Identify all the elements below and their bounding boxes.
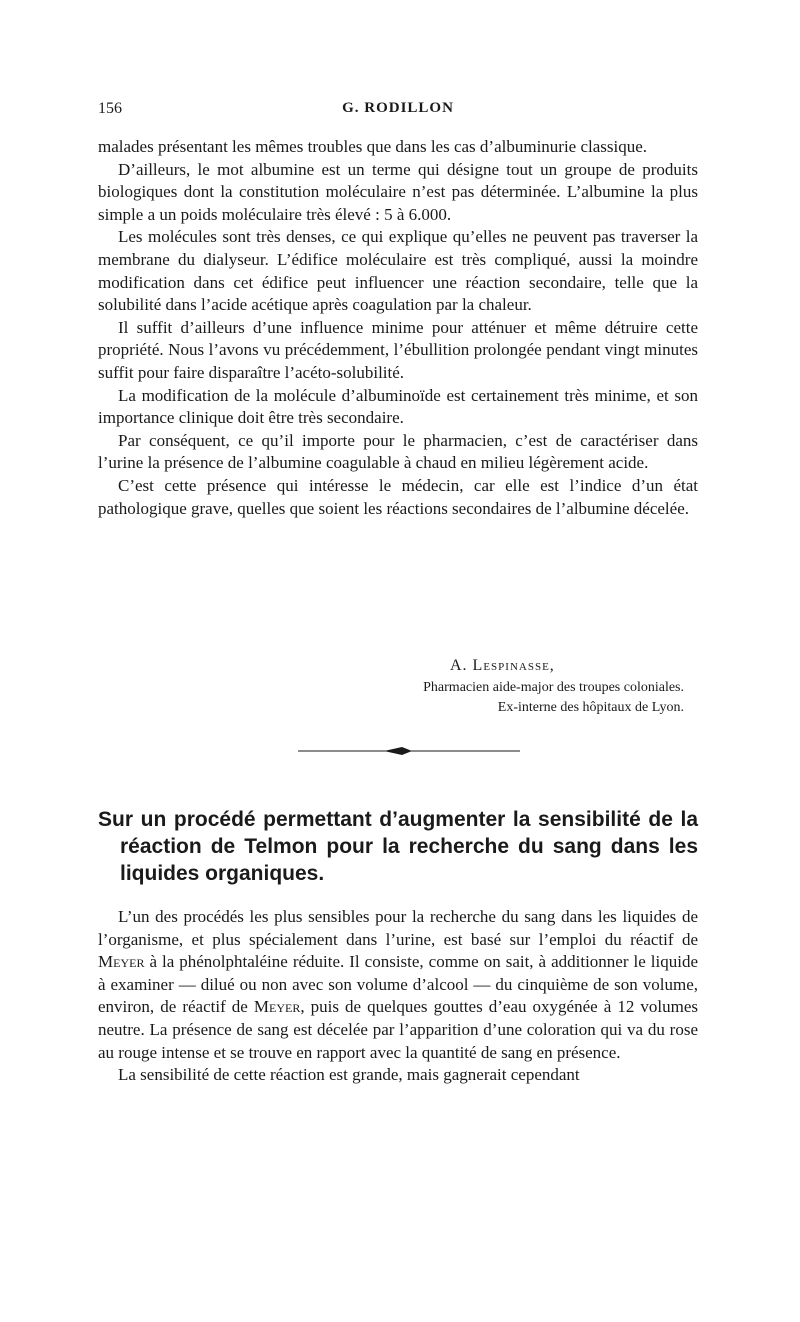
author-title: Pharmacien aide-major des troupes coloniales. (423, 680, 684, 695)
paragraph: D’ailleurs, le mot albumine est un terme qui désigne tout un groupe de produits biologiques dont la constitution moléculaire n’est pas déterminée. L’albumine la plus simple a un poids moléculaire très élevé : 5 à 6.000. (98, 159, 698, 224)
paragraph: La modification de la molécule d’albuminoïde est certainement très minime, et son importance clinique doit être très secondaire. (98, 385, 698, 428)
paragraph: malades présentant les mêmes troubles que dans les cas d’albuminurie classique. (98, 137, 648, 156)
paragraph: C’est cette présence qui intéresse le médecin, car elle est l’indice d’un état pathologique grave, quelles que soient les réactions secondaires de l’albumine décelée. (98, 475, 698, 518)
section-separator-ornament (298, 744, 520, 758)
paragraph: La sensibilité de cette réaction est grande, mais gagnerait cependant (118, 1065, 580, 1085)
text-run: , puis de quelques gouttes d’eau oxygénée à 12 volumes neutre. La présence de sang est décelée par l’apparition d’une coloration qui va du rose au rouge intense et se trouve en rapport avec la quantité de sang en présence. (98, 997, 698, 1062)
article-title: Sur un procédé permettant d’augmenter la sensibilité de la réaction de Telmon pour la recherche du sang dans les liquides organiques. (98, 808, 698, 885)
signature-block (98, 654, 698, 718)
text-run: L’un des procédés les plus sensibles pour la recherche du sang dans les liquides de l’organisme, et plus spécialement dans l’urine, est basé sur l’emploi du réactif de (98, 907, 698, 949)
author-reference: Meyer (98, 952, 145, 972)
article2-body (98, 906, 698, 1087)
author-name: A. Lespinasse, (450, 657, 555, 674)
running-head (98, 100, 698, 124)
paragraph: Les molécules sont très denses, ce qui explique qu’elles ne peuvent pas traverser la membrane du dialyseur. L’édifice moléculaire est très compliqué, aussi la moindre modification dans cet édifice peut influencer une réaction secondaire, telle que la solubilité dans l’acide acétique après coagulation par la chaleur. (98, 227, 698, 315)
paragraph (98, 906, 698, 1064)
text-run: à la phénolphtaléine réduite. Il consiste, comme on sait, à additionner le liquide à examiner — dilué ou non avec son volume d’alcool — du cinquième de son volume, environ, de réactif de (98, 952, 698, 1017)
article1-body (98, 136, 698, 520)
paragraph: Il suffit d’ailleurs d’une influence minime pour atténuer et même détruire cette propriété. Nous l’avons vu précédemment, l’ébullition prolongée pendant vingt minutes suffit pour faire disparaître l’acéto-solubilité. (98, 317, 698, 382)
running-title: G. RODILLON (342, 100, 454, 116)
paragraph: Par conséquent, ce qu’il importe pour le pharmacien, c’est de caractériser dans l’urine la présence de l’albumine coagulable à chaud en milieu légèrement acide. (98, 430, 698, 473)
author-affiliation: Ex-interne des hôpitaux de Lyon. (497, 700, 684, 715)
author-reference: Meyer (253, 997, 301, 1017)
page-number: 156 (98, 100, 122, 117)
